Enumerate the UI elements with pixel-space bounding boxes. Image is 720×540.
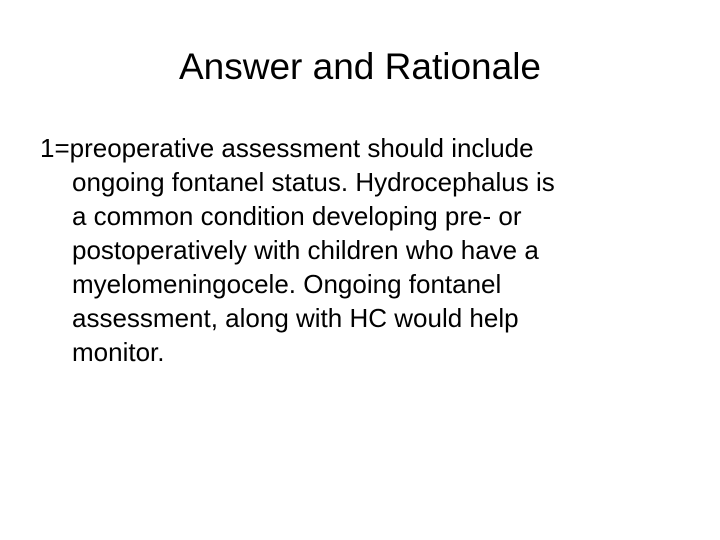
body-line-3: a common condition developing pre- or <box>72 201 522 231</box>
body-line-1: 1=preoperative assessment should include <box>40 133 534 163</box>
body-line-4: postoperatively with children who have a <box>72 235 539 265</box>
body-line-5: myelomeningocele. Ongoing fontanel <box>72 269 502 299</box>
body-line-6: assessment, along with HC would help <box>72 303 519 333</box>
body-line-2: ongoing fontanel status. Hydrocephalus is <box>72 167 555 197</box>
body-line-7: monitor. <box>72 337 165 367</box>
slide-title: Answer and Rationale <box>179 46 541 87</box>
slide-body-text <box>40 131 680 369</box>
